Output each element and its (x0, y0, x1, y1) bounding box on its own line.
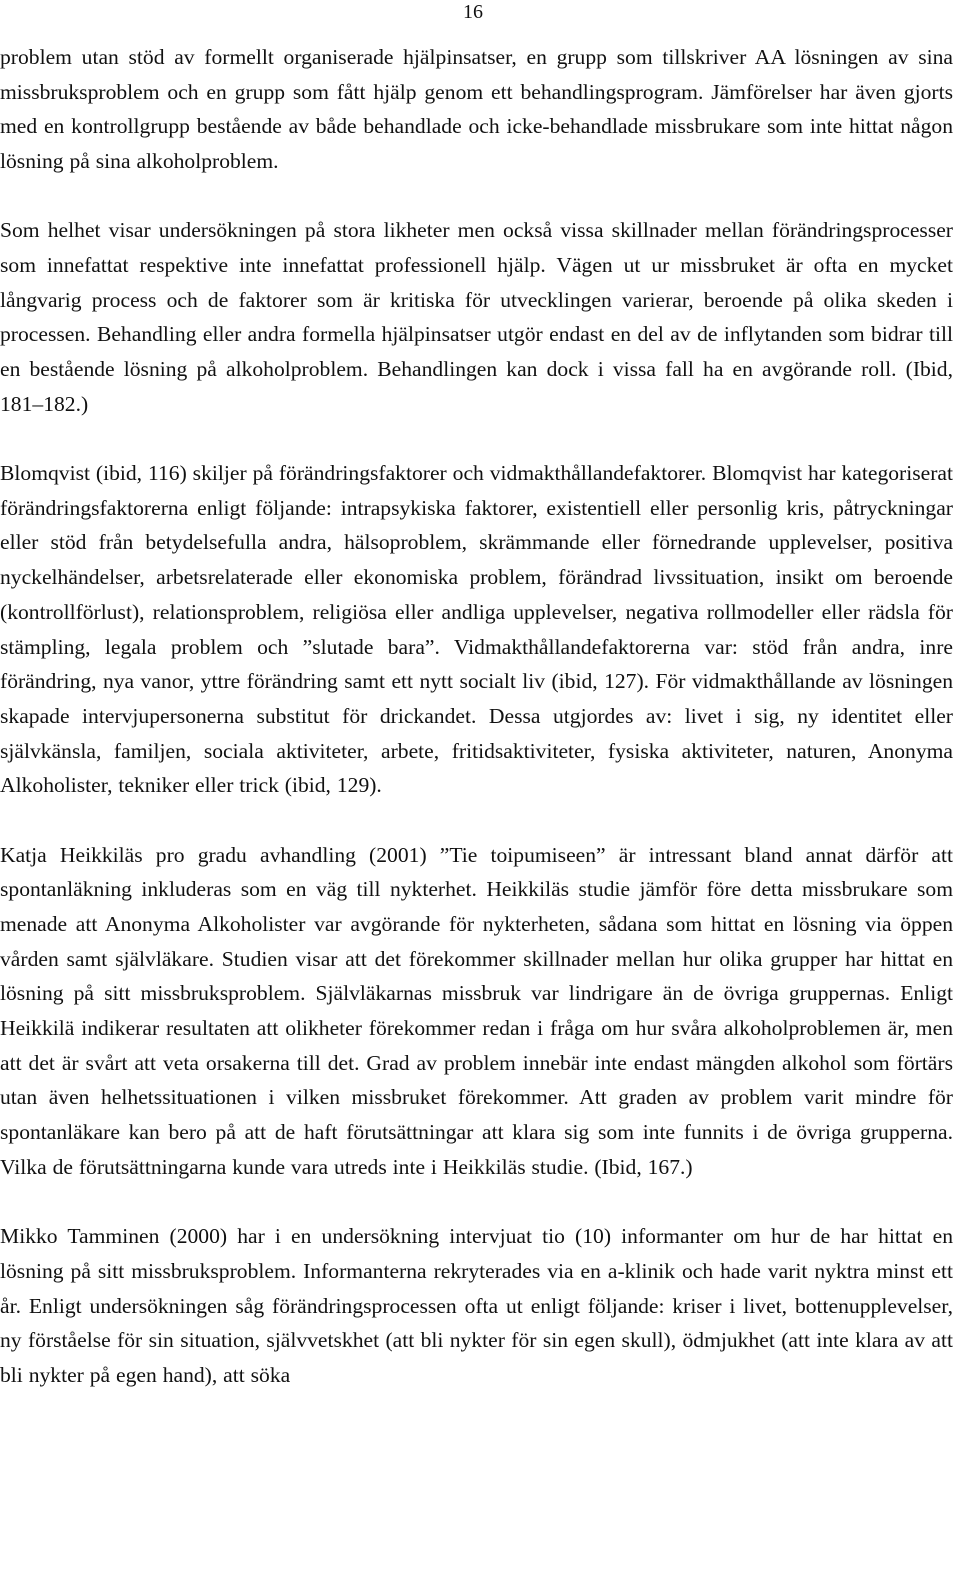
paragraph-3: Blomqvist (ibid, 116) skiljer på förändringsfaktorer och vidmakthållandefaktorer. Blomqvist har kategoriserat förändringsfaktorerna enligt följande: intrapsykiska faktorer, existentiell eller personlig kris, påtryckningar eller stöd från betydelsefulla andra, hälsoproblem, skrämmande eller förnedrande upplevelser, positiva nyckelhändelser, arbetsrelaterade eller ekonomiska problem, förändrad livssituation, insikt om beroende (kontrollförlust), relationsproblem, religiösa eller andliga upplevelser, negativa rollmodeller eller rädsla för stämpling, legala problem och ”slutade bara”. Vidmakthållandefaktorerna var: stöd från andra, inre förändring, nya vanor, yttre förändring samt ett nytt socialt liv (ibid, 127). För vidmakthållande av lösningen skapade intervjupersonerna substitut för drickandet. Dessa utgjordes av: livet i sig, ny identitet eller självkänsla, familjen, sociala aktiviteter, arbete, fritidsaktiviteter, fysiska aktiviteter, naturen, Anonyma Alkoholister, tekniker eller trick (ibid, 129). (0, 461, 953, 798)
paragraph-4: Katja Heikkiläs pro gradu avhandling (2001) ”Tie toipumiseen” är intressant bland annat därför att spontanläkning inkluderas som en väg till nykterhet. Heikkiläs studie jämför före detta missbrukare som menade att Anonyma Alkoholister var avgörande för nykterheten, sådana som hittat en lösning via öppen vården samt självläkare. Studien visar att det förekommer skillnader mellan hur olika grupper har hittat en lösning på sitt missbruksproblem. Självläkarnas missbruk var lindrigare än de övriga gruppernas. Enligt Heikkilä indikerar resultaten att olikheter förekommer redan i fråga om hur svåra alkoholproblemen är, men att det är svårt att veta orsakerna till det. Grad av problem innebär inte endast mängden alkohol som förtärs utan även helhetssituationen i vilken missbruket förekommer. Att graden av problem varit mindre för spontanläkare kan bero på att de haft förutsättningar att klara sig som inte funnits i de övriga grupperna. Vilka de förutsättningarna kunde vara utreds inte i Heikkiläs studie. (Ibid, 167.) (0, 842, 953, 1179)
paragraph-1: problem utan stöd av formellt organiserade hjälpinsatser, en grupp som tillskriver AA lösningen av sina missbruksproblem och en grupp som fått hjälp genom ett behandlingsprogram. Jämförelser har även gjorts med en kontrollgrupp bestående av både behandlade och icke-behandlade missbrukare som inte hittat någon lösning på sina alkoholproblem. (0, 45, 953, 174)
paragraph-5: Mikko Tamminen (2000) har i en undersökning intervjuat tio (10) informanter om hur de har hittat en lösning på sitt missbruksproblem. Informanterna rekryterades via en a-klinik och hade varit nyktra minst ett år. Enligt undersökningen såg förändringsprocessen ofta ut enligt följande: kriser i livet, bottenupplevelser, ny förståelse för sin situation, självvetskhet (att bli nykter för sin egen skull), ödmjukhet (att inte klara av att bli nykter på egen hand), att söka (0, 1224, 953, 1387)
paragraph-2: Som helhet visar undersökningen på stora likheter men också vissa skillnader mellan förändringsprocesser som innefattat respektive inte innefattat professionell hjälp. Vägen ut ur missbruket är ofta en mycket långvarig process och de faktorer som är kritiska för utvecklingen varierar, beroende på olika skeden i processen. Behandling eller andra formella hjälpinsatser utgör endast en del av de inflytanden som bidrar till en bestående lösning på alkoholproblem. Behandlingen kan dock i vissa fall ha en avgörande roll. (Ibid, 181–182.) (0, 218, 953, 416)
document-body (0, 40, 953, 1393)
page-number: 16 (463, 1, 483, 23)
